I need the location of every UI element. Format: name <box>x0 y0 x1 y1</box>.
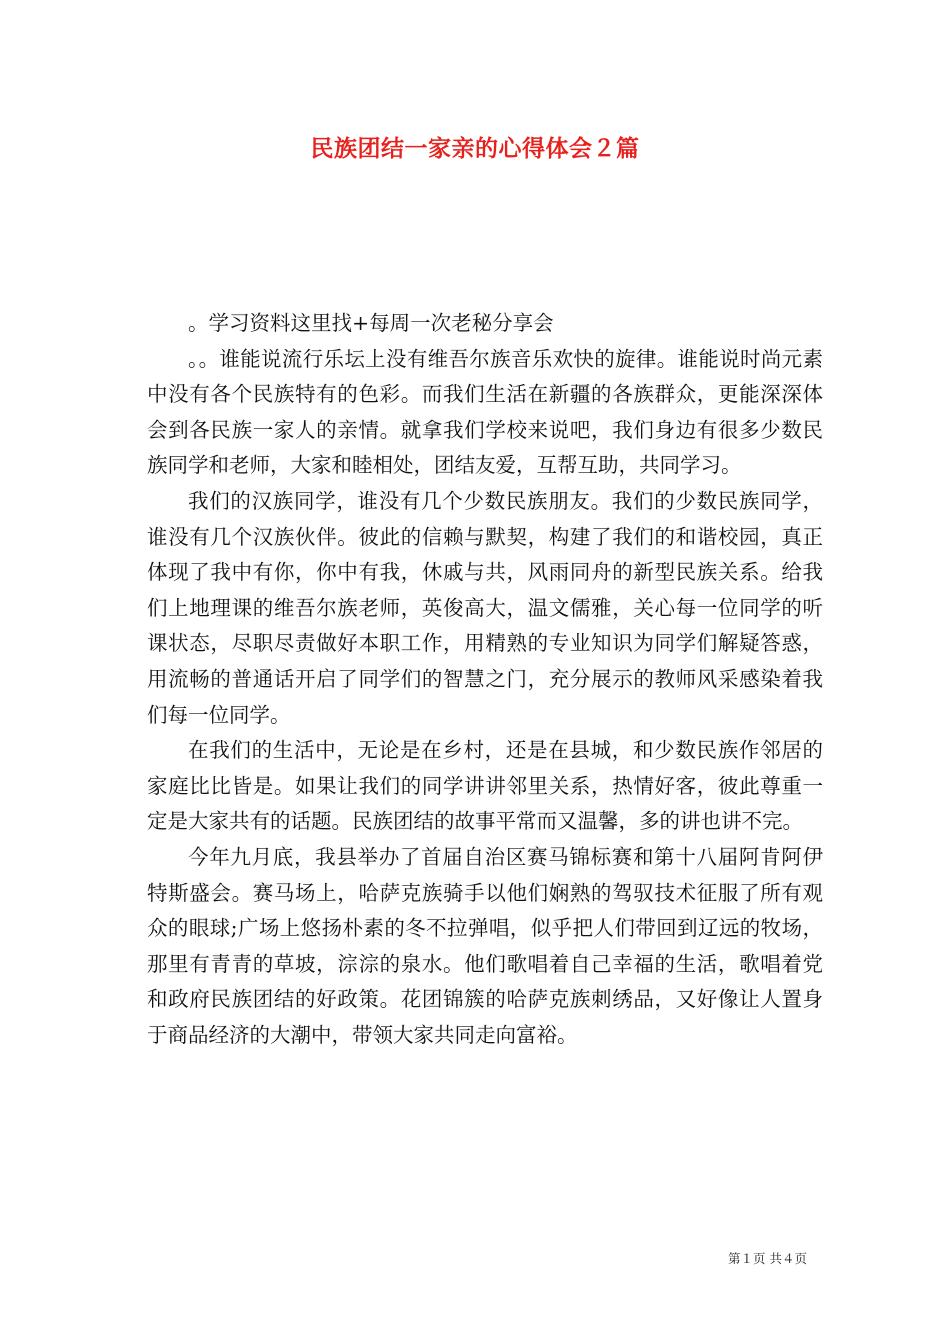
document-title: 民族团结一家亲的心得体会２篇 <box>310 135 640 162</box>
page-number: 第１页 共４页 <box>728 1251 807 1266</box>
paragraph-4: 今年九月底，我县举办了首届自治区赛马锦标赛和第十八届阿肯阿伊特斯盛会。赛马场上，哈萨克族骑手以他们娴熟的驾驭技术征服了所有观众的眼球;广场上悠扬朴素的冬不拉弹唱，似乎把人们带回到辽远的牧场，那里有青青的草坡，淙淙的泉水。他们歌唱着自己幸福的生活，歌唱着党和政府民族团结的好政策。花团锦簇的哈萨克族刺绣品，又好像让人置身于商品经济的大潮中，带领大家共同走向富裕。 <box>147 844 823 1047</box>
document-body <box>147 306 823 1053</box>
paragraph-3: 在我们的生活中，无论是在乡村，还是在县城，和少数民族作邻居的家庭比比皆是。如果让我们的同学讲讲邻里关系，热情好客，彼此尊重一定是大家共有的话题。民族团结的故事平常而又温馨，多的讲也讲不完。 <box>147 738 823 834</box>
paragraph-intro: 。学习资料这里找+每周一次老秘分享会 <box>188 311 554 335</box>
paragraph-1: 。。谁能说流行乐坛上没有维吾尔族音乐欢快的旋律。谁能说时尚元素中没有各个民族特有的色彩。而我们生活在新疆的各族群众，更能深深体会到各民族一家人的亲情。就拿我们学校来说吧，我们身边有很多少数民族同学和老师，大家和睦相处，团结友爱，互帮互助，共同学习。 <box>147 346 823 478</box>
paragraph-2: 我们的汉族同学，谁没有几个少数民族朋友。我们的少数民族同学，谁没有几个汉族伙伴。彼此的信赖与默契，构建了我们的和谐校园，真正体现了我中有你，你中有我，休戚与共，风雨同舟的新型民族关系。给我们上地理课的维吾尔族老师，英俊高大，温文儒雅，关心每一位同学的听课状态，尽职尽责做好本职工作，用精熟的专业知识为同学们解疑答惑，用流畅的普通话开启了同学们的智慧之门，充分展示的教师风采感染着我们每一位同学。 <box>147 488 823 727</box>
